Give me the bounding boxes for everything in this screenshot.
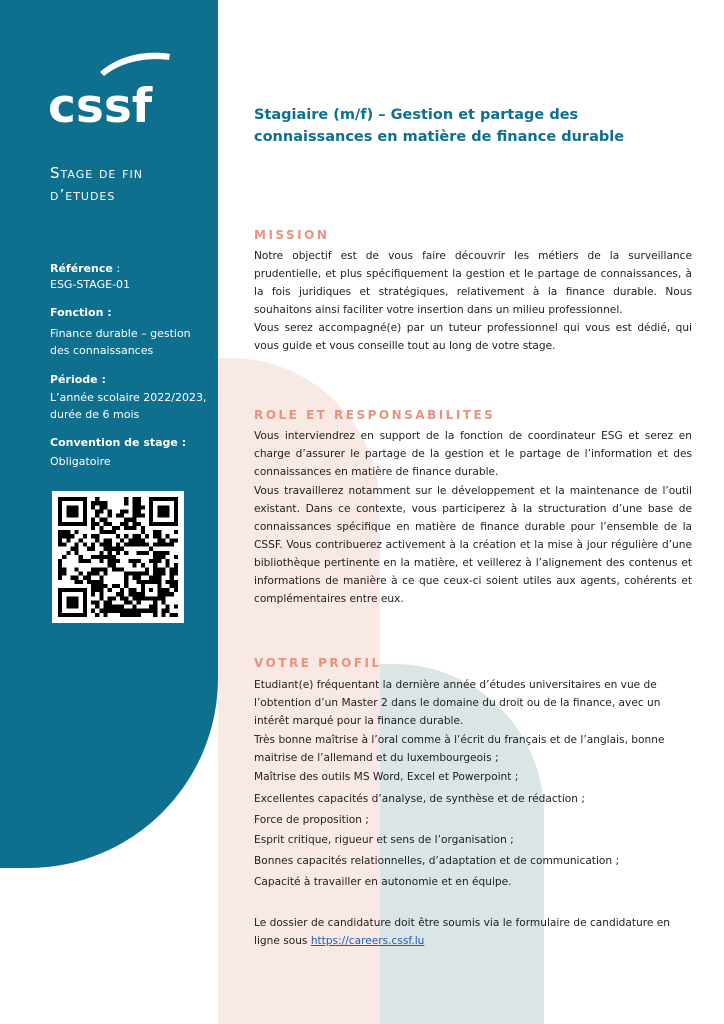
- application-note: Le dossier de candidature doit être soumis via le formulaire de candidature en ligne sous https://careers.cssf.lu: [254, 917, 670, 947]
- profil-heading: VOTRE PROFIL: [254, 656, 382, 670]
- reference-value: ESG-STAGE-01: [50, 278, 131, 291]
- logo-text: cssf: [48, 79, 153, 128]
- mission-paragraph-2: Vous serez accompagné(e) par un tuteur professionnel qui vous est dédié, qui vous guide et vous conseille tout au long de votre stage.: [254, 322, 692, 352]
- profil-item: Etudiant(e) fréquentant la dernière année d’études universitaires en vue de l’obtention d’un Master 2 dans le domaine du droit ou de la finance, avec un intérêt marqué pour la finance durable.: [254, 679, 661, 727]
- fonction-label: Fonction :: [50, 306, 112, 319]
- careers-link[interactable]: https://careers.cssf.lu: [310, 935, 425, 947]
- stage-title: Stage de fin d’etudes: [50, 164, 143, 204]
- role-paragraph-1: Vous interviendrez en support de la fonction de coordinateur ESG et serez en charge d’assurer le partage de la gestion et le partage de l’information et des connaissances en matière de finance durable.: [254, 430, 692, 478]
- profil-item: Très bonne maîtrise à l’oral comme à l’écrit du français et de l’anglais, bonne maitrise de l’allemand et du luxembourgeois ;: [254, 734, 665, 764]
- profil-item: Esprit critique, rigueur et sens de l’organisation ;: [254, 834, 514, 846]
- periode-value: L’année scolaire 2022/2023, durée de 6 mois: [50, 391, 207, 421]
- reference-label: Référence :: [50, 262, 121, 275]
- cssf-logo: [48, 48, 173, 128]
- fonction-value: Finance durable – gestion des connaissances: [50, 327, 191, 357]
- profil-item: Maîtrise des outils MS Word, Excel et Powerpoint ;: [254, 771, 519, 783]
- convention-value: Obligatoire: [50, 455, 111, 468]
- profil-item: Force de proposition ;: [254, 814, 369, 826]
- job-title: Stagiaire (m/f) – Gestion et partage des connaissances en matière de finance durable: [254, 107, 625, 145]
- periode-label: Période :: [50, 373, 106, 386]
- qr-code-icon[interactable]: [52, 491, 184, 623]
- sidebar: [0, 0, 218, 868]
- convention-label: Convention de stage :: [50, 436, 187, 449]
- mission-heading: MISSION: [254, 228, 330, 242]
- mission-paragraph-1: Notre objectif est de vous faire découvrir les métiers de la surveillance prudentielle, et plus spécifiquement la gestion et le partage de connaissances, à la fois juridiques et stratégiques, relativement à la finance durable. Nous souhaitons ainsi faciliter votre insertion dans un milieu professionnel.: [254, 250, 692, 316]
- role-paragraph-2: Vous travaillerez notamment sur le développement et la maintenance de l’outil existant. Dans ce contexte, vous participerez à la structuration d’une base de connaissances spécifique en matière de finance durable pour l’ensemble de la CSSF. Vous contribuerez activement à la création et la mise à jour régulière d’une bibliothèque pertinente en la matière, et veillerez à l’alignement des contenus et informations de manière à ce que ceux-ci soient utiles aux agents, cohérents et complémentaires entre eux.: [254, 485, 692, 605]
- profil-item: Bonnes capacités relationnelles, d’adaptation et de communication ;: [254, 855, 620, 867]
- profil-item: Excellentes capacités d’analyse, de synthèse et de rédaction ;: [254, 793, 585, 805]
- profil-item: Capacité à travailler en autonomie et en équipe.: [254, 876, 512, 888]
- role-heading: ROLE ET RESPONSABILITES: [254, 408, 496, 422]
